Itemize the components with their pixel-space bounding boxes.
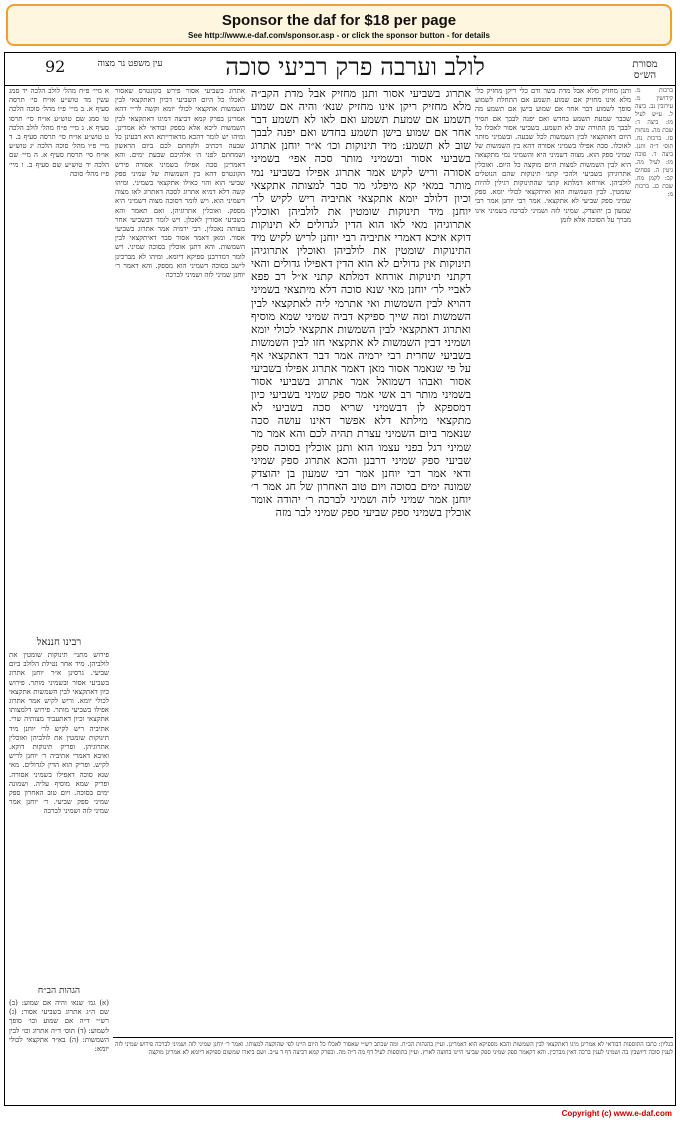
- rabbenu-chananel-column: פירוש מתני׳ תינוקות שומטין את לולביהן. מיד אחר נטילת הלולב ביום שביעי. גרסינן א״ר יוחנן אתרוג בשביעי אסור ובשמיני מותר. פירוש כיון דאתקצאי לבין השמשות אתקצאי לכולי יומא. וריש לקיש אמר אתרוג אפילו בשביעי מותר. פירוש דלמצותו אתקצאי וכיון דאתעביד מצותיה שרי. אתיביה ריש לקיש לר׳ יוחנן מיד תינוקות שומטין את לולביהן ואוכלין אתרוגיהן. ופריק תינוקות דוקא. ואיכא דאמרי אתיביה ר׳ יוחנן לריש לקיש. ופריק הוא הדין לגדולים. מאי שנא סוכה דאפילו בשמיני אסורה. ופריק שמא מוסיף עליה. ושמונה ימים בסוכה. ויום טוב האחרון ספק שמיני ספק שביעי. ר׳ יוחנן אמר שמיני לזה ושמיני לברכה: [9, 651, 109, 816]
- rashi-column: ותנן מחזיק מלא אבל מדת בשר ודם כלי ריקן מחזיק כלי מלא אינו מחזיק אם שמוע תשמע אם התחלת לשמוע סופך לשמוע דבר אחר אם שמוע בישן אם תשמע מה שכבר שמעת תשמע בחדש ואם יפנה לבבך אם תסיר לבבך מן התורה שוב לא תשמע. בשביעי אסור לאכלו כל היום דאתקצאי לבין השמשות לכל שבעה. ובשמיני מותר לאוכלו. סכה אפילו בשמיני אסורה דהא בין השמשות של שמיני ספק הוא. מצוה דשמיני היא והשמיני נמי מתקצאה היא לבין השמשות למצות היום מוקצה כל היום. ואוכלין אתרוגיהן בשביעי ולהכי קתני תינוקות שהם הנוטלים לולביהן. אורחא דמלתא קתני שהתינוקות רגילין להיות שומטין. לבין השמשות הוא ואיתקצאי לכולי יומא. ספק שמיני ספק שביעי לא אתקצאי. אמר רבי יוחנן אמר רבי שמעון בן יהוצדק. שמיני לזה ושמיני לברכה בשמיני אינו מברך על הסוכה אלא לזמן: [475, 87, 631, 224]
- ein-mishpat-column: א מיי׳ פ״ח מהל׳ לולב הלכה יד סמג עשין מד טוש״ע או״ח סי׳ תרסה סעיף א. ב מיי׳ פ״ו מהל׳ סוכה הלכה טו סמג שם טוש״ע או״ח סי׳ תרסו סעיף א. ג מיי׳ פ״ח מהל׳ לולב הלכה ט טוש״ע או״ח סי׳ תרסה סעיף ב. ד מיי׳ פ״ו מהל׳ סוכה הלכה יג טוש״ע או״ח סי׳ תרסח סעיף א. ה מיי׳ שם הלכה יד טוש״ע שם סעיף ב. ו מיי׳ פ״ז מהל׳ סוכה: [9, 87, 109, 178]
- page-number: 92: [45, 57, 66, 76]
- rabbenu-chananel-heading: רבינו חננאל: [36, 637, 82, 648]
- footnote-divider: [113, 1037, 673, 1038]
- tosafot-column: אתרוג בשביעי אסור פירש בקונטרס שאסור לאכלו כל היום השביעי דכיון דאתקצאי לבין השמשות אתקצאי לכולי יומא וקשה לר״י דהא אמרינן בפרק קמא דביצה דמיגו דאתקצאי לבין השמשות ליכא אלא בספק ובודאי לא אמרינן. ומיהו יש לומר דהכא מדאורייתא הוא דבעינן כל שבעה דכתיב ולקחתם לכם ביום הראשון ושמחתם לפני ה׳ אלהיכם שבעת ימים. והא דאמרינן סכה אפילו בשמיני אסורה פירש הקונטרס דהא בין השמשות של שמיני ספק שביעי הוא והוי כאילו אתקצאי בשמיני. ומיהו קשה דלא דמיא אתרוג לסכה דאתרוג לאו מצוה דשמיני הוא. ויש לומר דסוכה מצוה דשמיני היא מספק. ואוכלין אתרוגיהן. ואם תאמר והא בשביעי אסורין לאכלן. ויש לומר דבשביעי אחר מצותה נאכלין. רבי ירמיה אמר אתרוג בשביעי אסור. ומאן דאמר אסור סבר דאיתקצאי לבין השמשות. והא דתנן אוכלין בסוכה שמיני. ויש לומר דמדרבנן ספיקא דיומא. ומיהו לא מברכינן לישב בסוכה דשמיני הוא מספק. והא דאמר ר׳ יוחנן שמיני לזה ושמיני לברכה: [115, 87, 245, 280]
- masoret-hashas-column: ברכות מ. קידושין מ. עירובין נב. ביצה ל. ע״ש לעיל מו: ביצה ד: שבת מה. מנחות סז. ברכות נח. תוס׳ ד״ה ותנן. ביצה ד. סוכה מו: לעיל מה. גיטין ה. פסחים קב: לקמן מח. שבת כג. ברכות מ:: [635, 87, 673, 198]
- talmud-page: [4, 52, 676, 1106]
- sponsor-subtitle[interactable]: See http://www.e-daf.com/sponsor.asp - or click the sponsor button - for details: [188, 31, 490, 40]
- gemara-column: אתרוג בשביעי אסור ותנן מחזיק אבל מדת הקב״ה מלא מחזיק ריקן אינו מחזיק שנא׳ והיה אם שמוע תשמע אם שמעת תשמע ואם לאו לא תשמע דבר אחר אם שמוע בישן תשמע בחדש ואם יפנה לבבך שוב לא תשמע: מיד תינוקות וכו׳ א״ר יוחנן אתרוג בשביעי אסור ובשמיני מותר סכה אפי׳ בשמיני אסורה וריש לקיש אמר אתרוג אפילו בשביעי נמי מותר במאי קא מיפלגי מר סבר למצותה אתקצאי וכיון דלולב יומא אתקצאי אתיביה ריש לקיש לר׳ יוחנן מיד תינוקות שומטין את לולביהן ואוכלין אתרוגיהן מאי לאו הוא הדין לגדולים לא תינוקות דוקא איכא דאמרי אתיביה רבי יוחנן לריש לקיש מיד התינוקות שומטין את לולביהן ואוכלין אתרוגיהן תינוקות אין גדולים לא הוא הדין דאפילו גדולים והאי דקתני תינוקות אורחא דמלתא קתני א״ל רב פפא לאביי לר׳ יוחנן מאי שנא סוכה דלא מיתצאי בשמיני דהויא לבין השמשות ואי אתרמי ליה לאתקצאי לבין השמשות ומה שייך ספיקא דביה שמיני שמא מוסיף ואתרוג דאתקצאי לבין השמשות אתקצאי לכולי יומא ושמיני דבין השמשות לא אתקצאי חזו לבין השמשות בשביעי שחרית רבי ירמיה אמר דבר דאתקצאי אף על פי שנאמר אסור מאן דאמר אתרוג אפילו בשביעי אסור ואבהו דשמואל אמר אתרוג בשביעי אסור בשמיני מותר רב אשי אמר ספק שמיני בשביעי כיון דמספקא לן דבשמיני שריא סכה בשביעי לא מתקצאי מילתא דלא אפשר דאינו עושה סכה שנאמר ביום השמיני עצרת תהיה לכם והא אמר מר שמיני רגל בפני עצמו הוא ותנן אוכלין בסוכה ספק שביעי ספק שמיני דרבנן והכא אתרוג ספק שמיני ודאי אמר רבי יוחנן אמר רבי שמעון בן יהוצדק שמונה ימים בסוכה ויום טוב האחרון של חג אמר ר׳ יוחנן אמר שמיני לזה ושמיני לברכה ר׳ יהודה אומר אוכלין בשמיני ספק שביעי ספק שמיני לבר מזה: [251, 87, 471, 519]
- sponsor-banner[interactable]: [6, 4, 672, 46]
- masoret-hashas-heading: מסורת הש״ס: [632, 59, 658, 81]
- bottom-notes: בגליון: כתבו התוספות דבודאי לא אמרינן מיגו דאתקצאי לבין השמשות והכא מספיקא הוא דאמרינן. ועיין בהגהות הב״ח. ומה שכתב רש״י שאסור לאכלו כל היום היינו לפי שהוקצה למצותו. ואמר ר׳ יוחנן שמיני לזה ושמיני לברכה פירוש שמיני לזה לענין סוכה דיושבין בה ושמיני לענין ברכה דאין מברכין. והא דקאמר ספק שמיני ספק שביעי היינו בחוצה לארץ. ועיין בתוספות לעיל דף מה ד״ה מה. ובפרק קמא דביצה דף ד ע״ב. ושם ביארו שמשום ספיקא דיומא לא אמרינן מוקצה: [115, 1041, 673, 1056]
- hagahot-habach-heading: הגהות הב״ח: [37, 986, 81, 996]
- copyright-link[interactable]: Copyright (c) www.e-daf.com: [561, 1109, 672, 1118]
- hagahot-habach-column: (א) גמ׳ שנא׳ והיה אם שמוע: (ב) שם ה״ג אתרוג בשביעי אסור: (ג) רש״י ד״ה אם שמוע וכו׳ סופך לשמוע: (ד) תוס׳ ד״ה אתרוג וכו׳ לבין השמשות: (ה) בא״ד אתקצאי לכולי יומא:: [9, 999, 109, 1054]
- sponsor-title[interactable]: Sponsor the daf for $18 per page: [221, 12, 457, 29]
- page-header: [5, 53, 675, 83]
- ein-mishpat-heading: עין משפט נר מצוה: [97, 59, 163, 69]
- header-divider: [5, 85, 676, 86]
- page-title: לולב וערבה פרק רביעי סוכה: [225, 53, 485, 81]
